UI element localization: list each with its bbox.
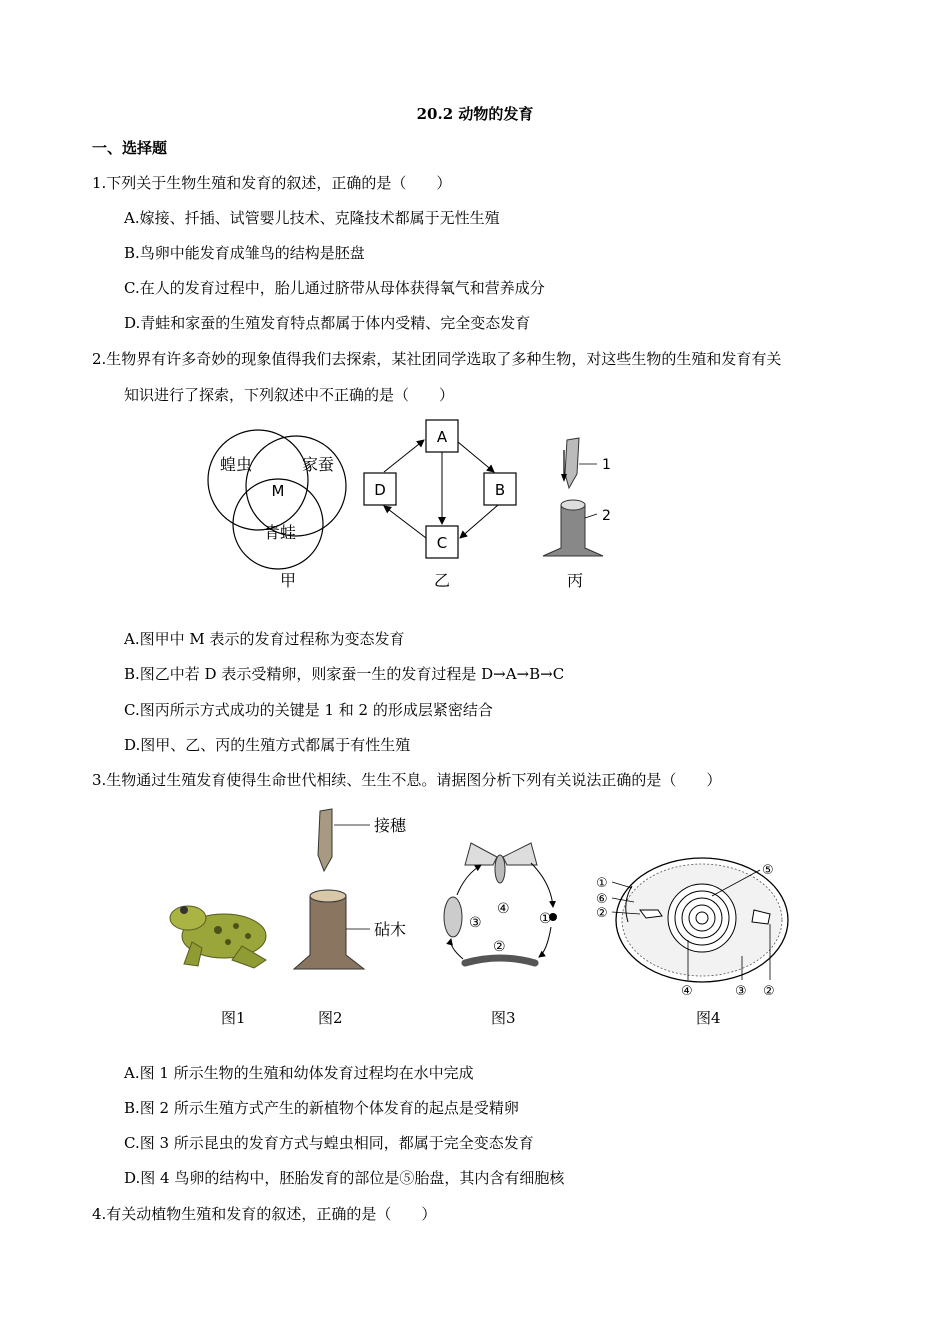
q3-option-d: D.图 4 鸟卵的结构中，胚胎发育的部位是⑤胎盘，其内含有细胞核 <box>124 1169 565 1187</box>
figure-caption-4: 图4 <box>696 1009 721 1027</box>
figure-3-label-2: ② <box>493 939 506 955</box>
figure-4-label-2-right: ② <box>763 984 775 999</box>
q3-option-b: B.图 2 所示生殖方式产生的新植物个体发育的起点是受精卵 <box>124 1099 519 1117</box>
figure-1-frog-image <box>162 890 277 980</box>
cycle-node-c: C <box>436 534 448 552</box>
figure-jia-venn <box>200 428 360 593</box>
figure-3-metamorphosis <box>435 835 565 980</box>
q1-option-b: B.鸟卵中能发育成雏鸟的结构是胚盘 <box>124 244 365 262</box>
q2-stem-line2: 知识进行了探索，下列叙述中不正确的是（ ） <box>124 386 455 404</box>
figure-caption-1: 图1 <box>221 1009 246 1027</box>
figure-3-label-1: ① <box>539 911 552 927</box>
figure-caption-bing: 丙 <box>566 571 584 590</box>
figure-3-label-4: ④ <box>497 901 510 917</box>
figure-yi-cycle <box>360 418 530 593</box>
q3-option-c: C.图 3 所示昆虫的发育方式与蝗虫相同，都属于完全变态发育 <box>124 1134 534 1152</box>
cycle-node-a: A <box>436 428 448 446</box>
figure-2-label-stock: 砧木 <box>374 920 407 939</box>
figure-2-grafting <box>290 805 420 980</box>
figure-bing-grafting <box>535 430 630 593</box>
venn-label-m: M <box>271 482 285 500</box>
page-title: 20.2 动物的发育 <box>416 105 534 123</box>
q4-stem: 4.有关动植物生殖和发育的叙述，正确的是（ ） <box>92 1205 437 1223</box>
figure-caption-yi: 乙 <box>433 571 451 590</box>
graft-label-2: 2 <box>602 508 611 524</box>
graft-label-1: 1 <box>602 457 611 473</box>
venn-label-frog: 青蛙 <box>263 523 297 542</box>
figure-4-bird-egg <box>592 852 792 1000</box>
figure-caption-3: 图3 <box>491 1009 516 1027</box>
q2-stem-line1: 2.生物界有许多奇妙的现象值得我们去探索，某社团同学选取了多种生物，对这些生物的生殖和发育有关 <box>92 350 782 368</box>
figure-4-label-5: ⑤ <box>762 863 774 878</box>
figure-4-label-1: ① <box>596 876 608 891</box>
figure-3-label-3: ③ <box>469 915 482 931</box>
figure-caption-jia: 甲 <box>279 571 297 590</box>
q1-option-a: A.嫁接、扦插、试管婴儿技术、克隆技术都属于无性生殖 <box>124 209 500 227</box>
q2-option-a: A.图甲中 M 表示的发育过程称为变态发育 <box>124 630 405 648</box>
section-heading: 一、选择题 <box>92 139 168 157</box>
venn-label-silkworm: 家蚕 <box>301 455 335 474</box>
q1-stem: 1.下列关于生物生殖和发育的叙述，正确的是（ ） <box>92 174 452 192</box>
q1-option-c: C.在人的发育过程中，胎儿通过脐带从母体获得氧气和营养成分 <box>124 279 545 297</box>
figure-caption-2: 图2 <box>318 1009 343 1027</box>
figure-4-label-2-left: ② <box>596 906 608 921</box>
q2-option-d: D.图甲、乙、丙的生殖方式都属于有性生殖 <box>124 736 411 754</box>
q3-option-a: A.图 1 所示生物的生殖和幼体发育过程均在水中完成 <box>124 1064 474 1082</box>
q1-option-d: D.青蛙和家蚕的生殖发育特点都属于体内受精、完全变态发育 <box>124 314 531 332</box>
figure-4-label-3: ③ <box>735 984 747 999</box>
figure-2-label-scion: 接穗 <box>374 816 407 835</box>
venn-label-locust: 蝗虫 <box>219 455 253 474</box>
q2-option-c: C.图丙所示方式成功的关键是 1 和 2 的形成层紧密结合 <box>124 701 493 719</box>
q3-stem: 3.生物通过生殖发育使得生命世代相续、生生不息。请据图分析下列有关说法正确的是（ ） <box>92 771 722 789</box>
figure-4-label-4: ④ <box>681 984 693 999</box>
cycle-node-d: D <box>374 481 386 499</box>
cycle-node-b: B <box>494 481 506 499</box>
q2-option-b: B.图乙中若 D 表示受精卵，则家蚕一生的发育过程是 D→A→B→C <box>124 665 565 683</box>
figure-4-label-6: ⑥ <box>596 892 608 907</box>
